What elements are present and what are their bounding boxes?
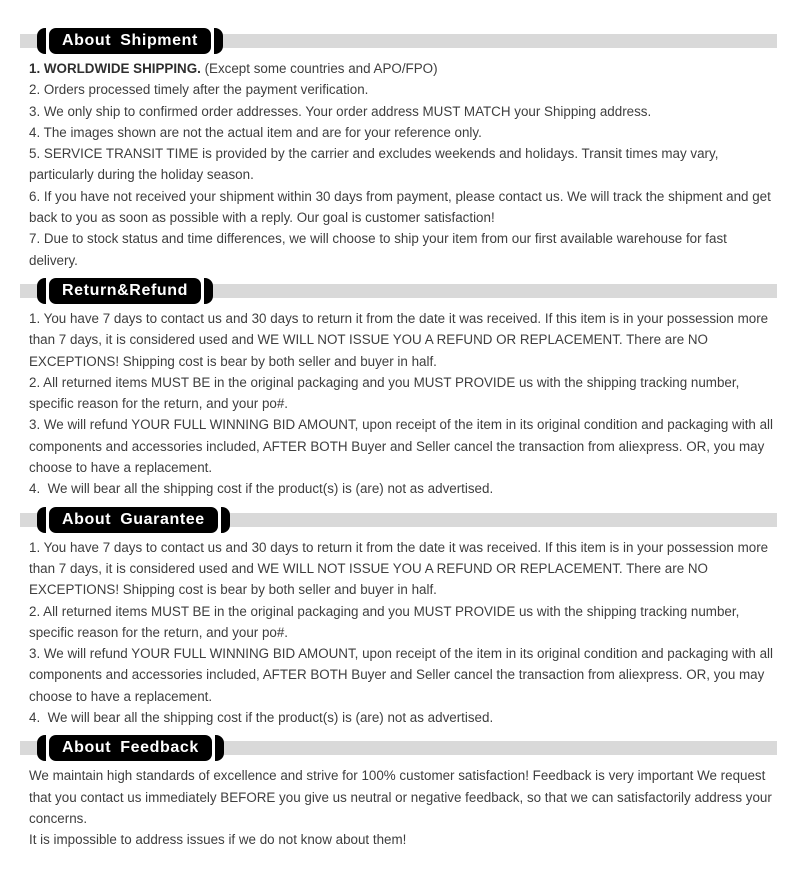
- section-title-badge: [37, 507, 230, 533]
- section-title: About Shipment: [49, 28, 211, 54]
- paragraph-text: 3. We will refund YOUR FULL WINNING BID AMOUNT, upon receipt of the item in its original condition and packaging with all components and accessories included, AFTER BOTH Buyer and Seller cancel the transaction from aliexpress. OR, you may choose to have a replacement.: [29, 417, 777, 476]
- policy-section: [29, 278, 777, 500]
- badge-right-tab: [215, 735, 224, 761]
- policy-paragraph: [29, 308, 773, 372]
- badge-left-tab: [37, 278, 46, 304]
- badge-right-tab: [214, 28, 223, 54]
- section-title: Return&Refund: [49, 278, 201, 304]
- paragraph-text: 1. You have 7 days to contact us and 30 days to return it from the date it was received. If this item is in your possession more than 7 days, it is considered used and WE WILL NOT ISSUE YOU A REFUND OR REPLACEMENT. There are NO EXCEPTIONS! Shipping cost is bear by both seller and buyer in half.: [29, 539, 772, 598]
- paragraph-text: 4. We will bear all the shipping cost if the product(s) is (are) not as advertised.: [29, 710, 494, 726]
- paragraph-text: It is impossible to address issues if we do not know about them!: [29, 832, 407, 848]
- policy-paragraph: [29, 601, 773, 644]
- paragraph-text: 5. SERVICE TRANSIT TIME is provided by the carrier and excludes weekends and holidays. Transit times may vary, particularly during the holiday season.: [29, 146, 723, 183]
- policy-paragraph: [29, 643, 777, 707]
- section-header: [29, 735, 773, 761]
- section-body: [29, 537, 777, 729]
- paragraph-text: 6. If you have not received your shipment within 30 days from payment, please contact us. We will track the shipment and get back to you as soon as possible with a reply. Our goal is customer satisfaction!: [29, 188, 775, 226]
- badge-left-tab: [37, 507, 46, 533]
- paragraph-text: 4. The images shown are not the actual item and are for your reference only.: [29, 124, 482, 140]
- policy-paragraph: [29, 372, 773, 415]
- paragraph-text: 3. We only ship to confirmed order addresses. Your order address MUST MATCH your Shipping address.: [29, 103, 652, 119]
- paragraph-text: 2. Orders processed timely after the payment verification.: [29, 82, 369, 98]
- section-title: About Feedback: [49, 735, 212, 761]
- policy-section: [29, 28, 773, 271]
- paragraph-text: We maintain high standards of excellence and strive for 100% customer satisfaction! Feedback is very important We request that you contact us immediately BEFORE you give us neutral or negative feedback, so that we can satisfactorily address your concerns.: [29, 768, 776, 826]
- policy-paragraph: [29, 765, 776, 829]
- policy-paragraph: [29, 79, 773, 100]
- section-title: About Guarantee: [49, 507, 218, 533]
- policy-paragraph: [29, 186, 773, 229]
- policy-section: [29, 507, 777, 729]
- policy-paragraph: [29, 414, 777, 478]
- section-title-badge: [37, 278, 213, 304]
- policy-paragraph: [29, 101, 773, 122]
- policy-paragraph: [29, 228, 773, 271]
- section-header: [29, 278, 773, 304]
- paragraph-bold-text: 1. WORLDWIDE SHIPPING.: [29, 61, 201, 76]
- policy-paragraph: [29, 478, 773, 499]
- paragraph-text: 4. We will bear all the shipping cost if the product(s) is (are) not as advertised.: [29, 481, 494, 497]
- policy-paragraph: [29, 707, 773, 728]
- paragraph-text: 3. We will refund YOUR FULL WINNING BID AMOUNT, upon receipt of the item in its original condition and packaging with all components and accessories included, AFTER BOTH Buyer and Seller cancel the transaction from aliexpress. OR, you may choose to have a replacement.: [29, 646, 777, 704]
- section-header: [29, 507, 773, 533]
- badge-left-tab: [37, 28, 46, 54]
- paragraph-text: 2. All returned items MUST BE in the original packaging and you MUST PROVIDE us with the shipping tracking number, specific reason for the return, and your po#.: [29, 374, 744, 412]
- policy-paragraph: [29, 143, 773, 186]
- section-body: [29, 765, 776, 850]
- paragraph-text: 1. You have 7 days to contact us and 30 days to return it from the date it was received. If this item is in your possession more than 7 days, it is considered used and WE WILL NOT ISSUE YOU A REFUND OR REPLACEMENT. There are NO EXCEPTIONS! Shipping cost is bear by both seller and buyer in half.: [29, 310, 772, 369]
- section-header: [29, 28, 773, 54]
- badge-left-tab: [37, 735, 46, 761]
- section-body: [29, 58, 773, 271]
- section-body: [29, 308, 777, 500]
- paragraph-text: 2. All returned items MUST BE in the original packaging and you MUST PROVIDE us with the shipping tracking number, specific reason for the return, and your po#.: [29, 603, 744, 640]
- policy-paragraph: [29, 58, 773, 79]
- badge-right-tab: [221, 507, 230, 533]
- policy-section: [29, 735, 776, 850]
- badge-right-tab: [204, 278, 213, 304]
- paragraph-text: 7. Due to stock status and time differences, we will choose to ship your item from our first available warehouse for fast delivery.: [29, 231, 731, 268]
- section-title-badge: [37, 28, 223, 54]
- policy-paragraph: [29, 122, 773, 143]
- section-title-badge: [37, 735, 224, 761]
- policy-paragraph: [29, 537, 773, 601]
- paragraph-text: (Except some countries and APO/FPO): [200, 61, 438, 76]
- policy-paragraph: [29, 829, 773, 850]
